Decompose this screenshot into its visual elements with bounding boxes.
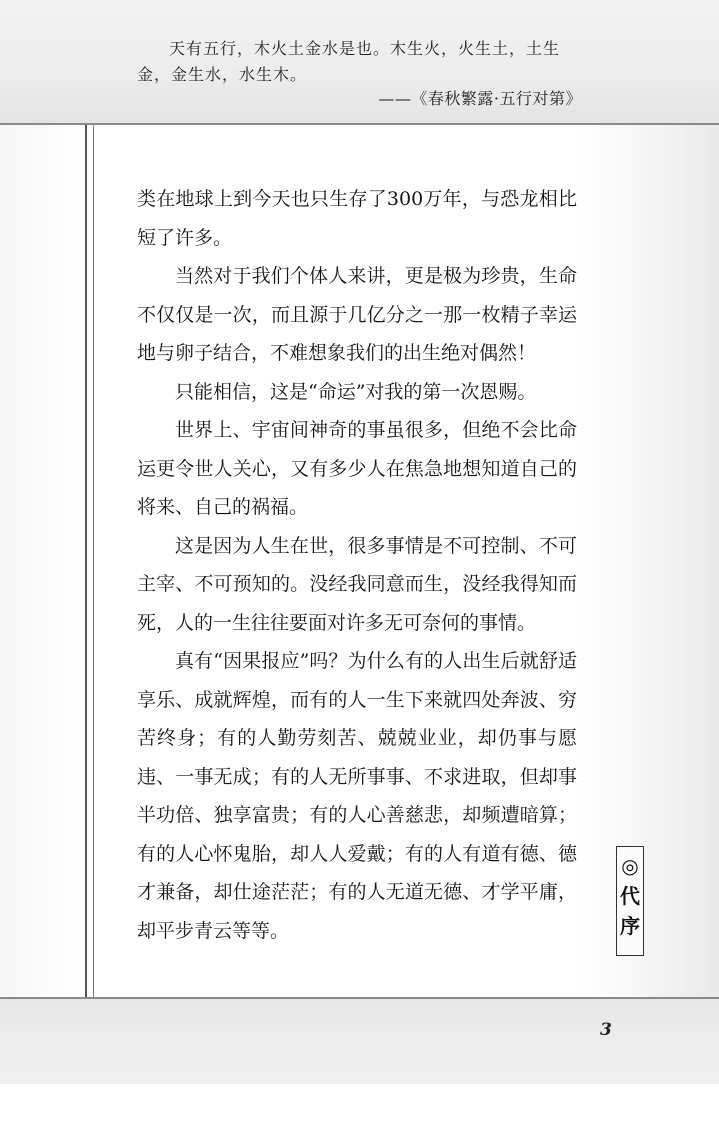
left-vertical-rule: [85, 125, 87, 997]
footer-band: [0, 999, 719, 1084]
paragraph: 类在地球上到今天也只生存了300万年，与恐龙相比短了许多。: [137, 188, 577, 249]
paragraph: 世界上、宇宙间神奇的事虽很多，但绝不会比命运更令世人关心，又有多少人在焦急地想知道自己的将来、自己的祸福。: [137, 419, 577, 518]
circle-bullet-icon: ◎: [621, 854, 639, 878]
paragraph: 只能相信，这是“命运”对我的第一次恩赐。: [175, 380, 537, 403]
paragraph: 真有“因果报应”吗？为什么有的人出生后就舒适享乐、成就辉煌，而有的人一生下来就四处奔波、穷苦终身；有的人勤劳刻苦、兢兢业业，却仍事与愿违、一事无成；有的人无所事事、不求进取，但却事半功倍、独享富贵；有的人心善慈悲，却频遭暗算；有的人心怀鬼胎，却人人爱戴；有的人有道有德、德才兼备，却仕途茫茫；有的人无道无德、才学平庸，却平步青云等等。: [137, 650, 577, 942]
paragraph: 当然对于我们个体人来讲，更是极为珍贵，生命不仅仅是一次，而且源于几亿分之一那一枚精子幸运地与卵子结合，不难想象我们的出生绝对偶然！: [137, 265, 577, 364]
chapter-tab-daixu: [616, 846, 644, 956]
left-vertical-rule-inner: [93, 125, 94, 997]
paragraph: 这是因为人生在世，很多事情是不可控制、不可主宰、不可预知的。没经我同意而生，没经我得知而死，人的一生往往要面对许多无可奈何的事情。: [137, 534, 577, 634]
chapter-tab-char: 代: [620, 884, 640, 908]
bottom-margin: [0, 1084, 719, 1122]
chapter-tab-char: 序: [620, 914, 640, 938]
epigraph-source: ——《春秋繁露·五行对第》: [378, 89, 582, 108]
main-text: [137, 180, 577, 950]
page-number: 3: [600, 1020, 612, 1040]
epigraph-quote: 天有五行，木火土金水是也。木生火，火生土，土生金，金生水，水生木。: [137, 39, 561, 84]
